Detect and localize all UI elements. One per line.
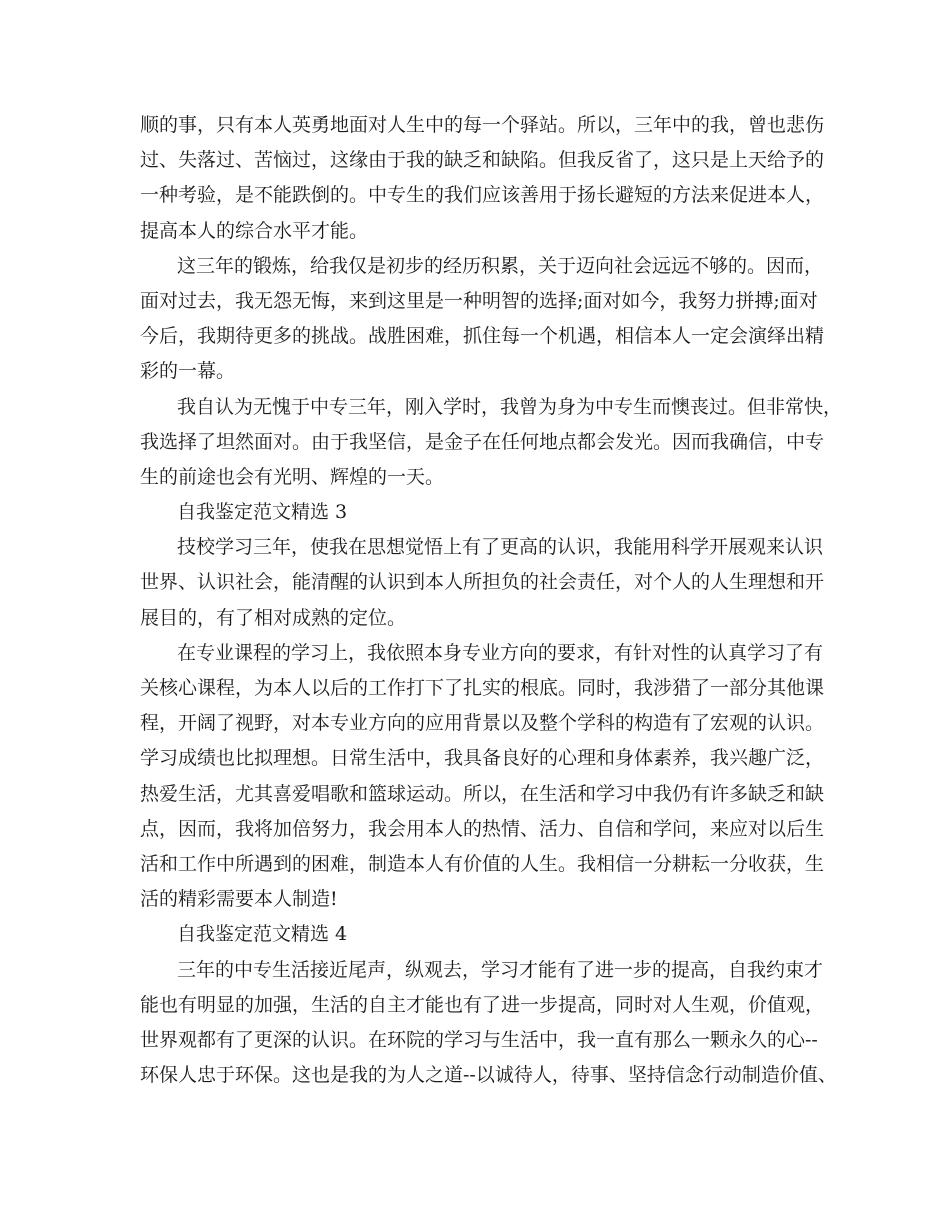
text-line: 顺的事，只有本人英勇地面对人生中的每一个驿站。所以，三年中的我，曾也悲伤	[140, 114, 825, 136]
text-line: 今后，我期待更多的挑战。战胜困难，抓住每一个机遇，相信本人一定会演绎出精	[140, 325, 825, 348]
text-line: 能也有明显的加强，生活的自主才能也有了进一步提高，同时对人生观，价值观，	[140, 993, 825, 1016]
text-line: 活和工作中所遇到的困难，制造本人有价值的人生。我相信一分耕耘一分收获，生	[140, 852, 825, 875]
text-line: 活的精彩需要本人制造!	[140, 888, 338, 911]
text-line: 一种考验，是不能跌倒的。中专生的我们应该善用于扬长避短的方法来促进本人，	[140, 184, 825, 207]
document-body	[140, 108, 843, 1093]
text-line: 彩的一幕。	[140, 360, 236, 383]
paragraph-start-line: 我自认为无愧于中专三年，刚入学时，我曾为身为中专生而懊丧过。但非常快，	[177, 395, 843, 418]
paragraph-start-line: 自我鉴定范文精选 4	[177, 923, 348, 946]
text-line: 展目的，有了相对成熟的定位。	[140, 606, 407, 629]
text-line: 提高本人的综合水平才能。	[140, 219, 369, 242]
text-line: 世界观都有了更深的认识。在环院的学习与生活中，我一直有那么一颗永久的心--	[140, 1028, 818, 1051]
paragraph-start-line: 技校学习三年，使我在思想觉悟上有了更高的认识，我能用科学开展观来认识	[177, 536, 824, 559]
text-line: 关核心课程，为本人以后的工作打下了扎实的根底。同时，我涉猎了一部分其他课	[140, 677, 825, 699]
text-line: 面对过去，我无怨无悔，来到这里是一种明智的选择;面对如今，我努力拼搏;面对	[140, 289, 818, 312]
paragraph-start-line: 自我鉴定范文精选 3	[177, 501, 348, 524]
paragraph-start-line: 这三年的锻炼，给我仅是初步的经历积累，关于迈向社会远远不够的。因而，	[177, 254, 824, 277]
paragraph-start-line: 三年的中专生活接近尾声，纵观去，学习才能有了进一步的提高，自我约束才	[177, 958, 824, 981]
paragraph-start-line: 在专业课程的学习上，我依照本身专业方向的要求，有针对性的认真学习了有	[177, 641, 824, 664]
text-line: 生的前途也会有光明、辉煌的一天。	[140, 465, 445, 488]
text-line: 环保人忠于环保。这也是我的为人之道--以诚待人，待事、坚持信念行动制造价值、	[140, 1064, 837, 1087]
text-line: 我选择了坦然面对。由于我坚信，是金子在任何地点都会发光。因而我确信，中专	[140, 430, 825, 453]
text-line: 学习成绩也比拟理想。日常生活中，我具备良好的心理和身体素养，我兴趣广泛，	[140, 747, 825, 770]
text-line: 世界、认识社会，能清醒的认识到本人所担负的社会责任，对个人的人生理想和开	[140, 571, 825, 594]
text-line: 点，因而，我将加倍努力，我会用本人的热情、活力、自信和学问，来应对以后生	[140, 817, 825, 840]
text-line: 过、失落过、苦恼过，这缘由于我的缺乏和缺陷。但我反省了，这只是上天给予的	[140, 149, 825, 172]
text-line: 程，开阔了视野，对本专业方向的应用背景以及整个学科的构造有了宏观的认识。	[140, 712, 825, 735]
text-line: 热爱生活，尤其喜爱唱歌和篮球运动。所以，在生活和学习中我仍有许多缺乏和缺	[140, 782, 825, 805]
